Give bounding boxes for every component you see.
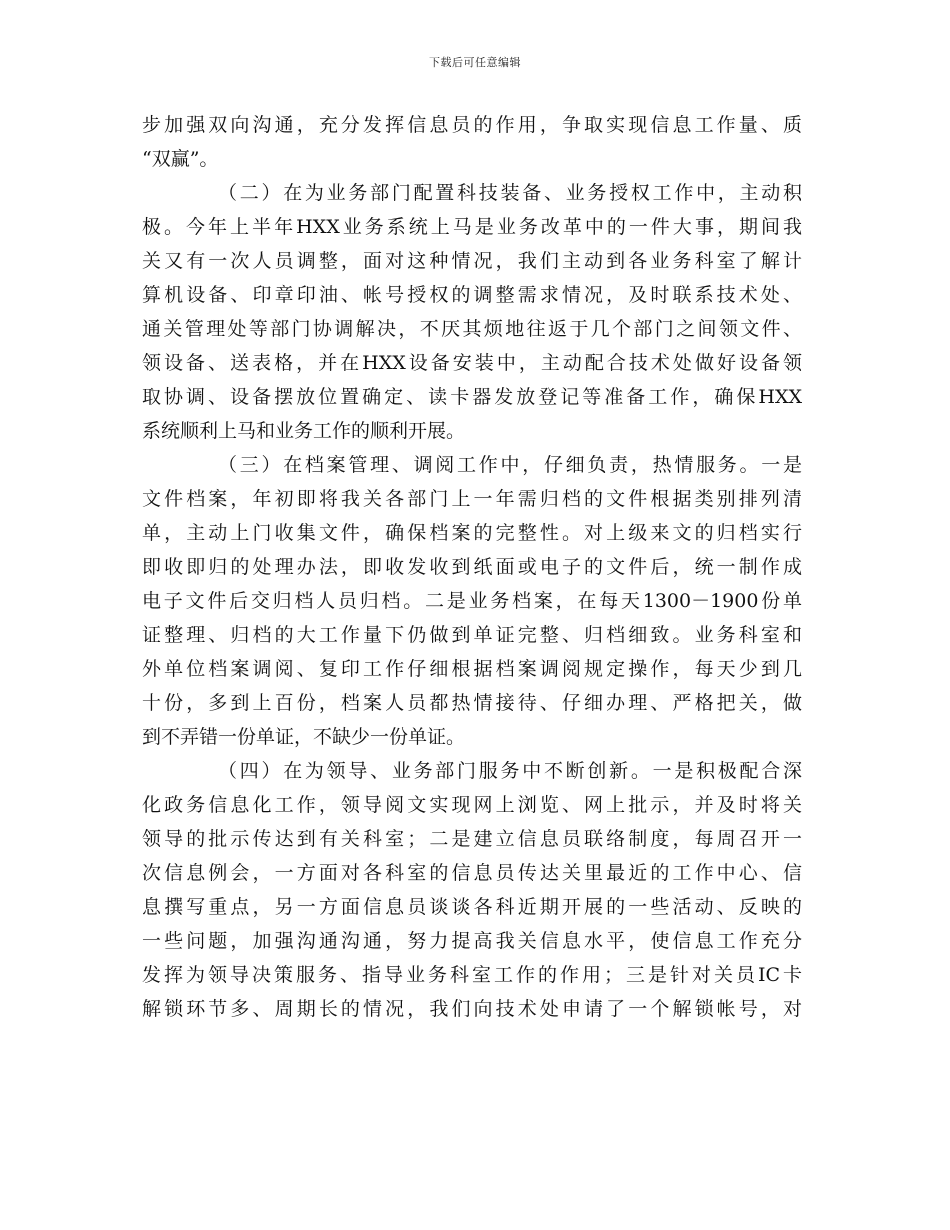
text-line: 算机设备、印章印油、帐号授权的调整需求情况，及时联系技术处、: [142, 284, 802, 306]
text-line: 通关管理处等部门协调解决，不厌其烦地往返于几个部门之间领文件、: [142, 318, 802, 340]
text-line: 电子文件后交归档人员归档。二是业务档案，在每天1300－1900份单: [142, 590, 802, 612]
text-line: 即收即归的处理办法，即收发收到纸面或电子的文件后，统一制作成: [142, 556, 802, 578]
text-line: 解锁环节多、周期长的情况，我们向技术处申请了一个解锁帐号，对: [142, 998, 802, 1020]
text-line: （二）在为业务部门配置科技装备、业务授权工作中，主动积: [218, 182, 802, 204]
text-line: 关又有一次人员调整，面对这种情况，我们主动到各业务科室了解计: [142, 250, 802, 272]
text-line: 领导的批示传达到有关科室；二是建立信息员联络制度，每周召开一: [142, 828, 802, 850]
text-line: 发挥为领导决策服务、指导业务科室工作的作用；三是针对关员IC卡: [142, 964, 802, 986]
text-line: “双赢”。: [142, 148, 219, 170]
page-header: 下载后可任意编辑: [429, 56, 521, 69]
text-line: 息撰写重点，另一方面信息员谈谈各科近期开展的一些活动、反映的: [142, 896, 802, 918]
text-line: 证整理、归档的大工作量下仍做到单证完整、归档细致。业务科室和: [142, 624, 802, 646]
text-line: 一些问题，加强沟通沟通，努力提高我关信息水平，使信息工作充分: [142, 930, 802, 952]
text-line: 系统顺利上马和业务工作的顺利开展。: [142, 420, 466, 442]
text-line: 十份，多到上百份，档案人员都热情接待、仔细办理、严格把关，做: [142, 692, 802, 714]
text-line: 外单位档案调阅、复印工作仔细根据档案调阅规定操作，每天少到几: [142, 658, 802, 680]
text-line: 极。今年上半年HXX业务系统上马是业务改革中的一件大事，期间我: [142, 216, 802, 238]
text-line: （三）在档案管理、调阅工作中，仔细负责，热情服务。一是: [218, 454, 802, 476]
text-line: 步加强双向沟通，充分发挥信息员的作用，争取实现信息工作量、质: [142, 114, 802, 136]
text-line: 单，主动上门收集文件，确保档案的完整性。对上级来文的归档实行: [142, 522, 802, 544]
document-body: [142, 108, 802, 1026]
text-line: 取协调、设备摆放位置确定、读卡器发放登记等准备工作，确保HXX: [142, 386, 802, 408]
text-line: 文件档案，年初即将我关各部门上一年需归档的文件根据类别排列清: [142, 488, 802, 510]
text-line: 化政务信息化工作，领导阅文实现网上浏览、网上批示，并及时将关: [142, 794, 802, 816]
text-line: 次信息例会，一方面对各科室的信息员传达关里最近的工作中心、信: [142, 862, 802, 884]
text-line: （四）在为领导、业务部门服务中不断创新。一是积极配合深: [218, 760, 802, 782]
text-line: 领设备、送表格，并在HXX设备安装中，主动配合技术处做好设备领: [142, 352, 802, 374]
text-line: 到不弄错一份单证，不缺少一份单证。: [142, 726, 466, 748]
